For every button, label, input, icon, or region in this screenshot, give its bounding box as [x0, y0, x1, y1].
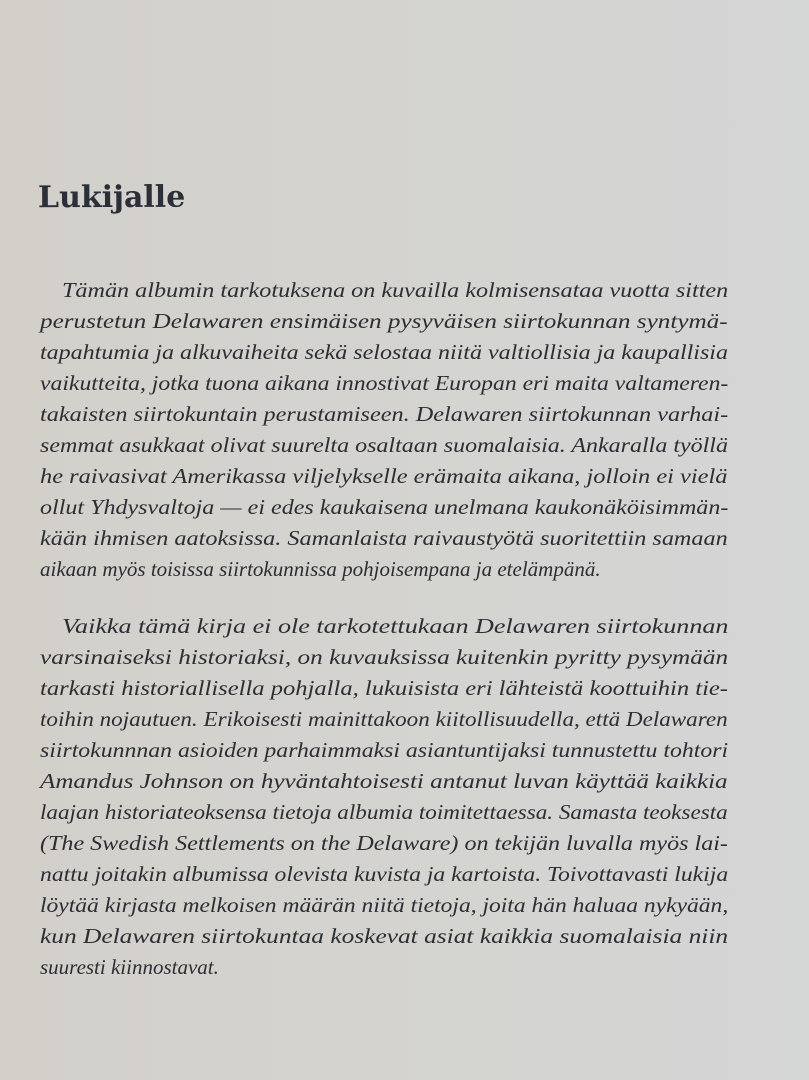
text-line: toihin nojautuen. Erikoisesti mainittakoon kiitollisuudella, että Delawaren [40, 707, 728, 731]
text-line: tarkasti historiallisella pohjalla, lukuisista eri lähteistä koottuihin tie- [40, 676, 728, 700]
text-line: nattu joitakin albumissa olevista kuvista ja kartoista. Toivottavasti lukija [40, 862, 729, 886]
text-line: suuresti kiinnostavat. [40, 955, 219, 979]
text-line: Amandus Johnson on hyväntahtoisesti antanut luvan käyttää kaikkia [40, 769, 728, 793]
text-line: siirtokunnnan asioiden parhaimmaksi asiantuntijaksi tunnustettu tohtori [40, 738, 729, 762]
text-line: perustetun Delawaren ensimäisen pysyväisen siirtokunnan syntymä- [40, 309, 728, 333]
text-line: he raivasivat Amerikassa viljelykselle erämaita aikana, jolloin ei vielä [40, 464, 728, 488]
text-line: takaisten siirtokuntain perustamiseen. Delawaren siirtokunnan varhai- [40, 402, 729, 426]
text-line: tapahtumia ja alkuvaiheita sekä selostaa niitä valtiollisia ja kaupallisia [40, 340, 728, 364]
text-line: kun Delawaren siirtokuntaa koskevat asiat kaikkia suomalaisia niin [40, 924, 729, 948]
text-line: Vaikka tämä kirja ei ole tarkotettukaan Delawaren siirtokunnan [62, 614, 729, 638]
text-line: laajan historiateoksensa tietoja albumia toimitettaessa. Samasta teoksesta [40, 800, 728, 824]
text-line: kään ihmisen aatoksissa. Samanlaista raivaustyötä suoritettiin samaan [40, 526, 728, 550]
text-line: semmat asukkaat olivat suurelta osaltaan suomalaisia. Ankaralla työllä [40, 433, 728, 457]
text-line: löytää kirjasta melkoisen määrän niitä tietoja, joita hän haluaa nykyään, [40, 893, 729, 917]
text-line: aikaan myös toisissa siirtokunnissa pohjoisempana ja etelämpänä. [40, 557, 601, 581]
text-line: vaikutteita, jotka tuona aikana innostivat Europan eri maita valtameren- [40, 371, 729, 395]
text-line: Tämän albumin tarkotuksena on kuvailla kolmisensataa vuotta sitten [62, 278, 729, 302]
text-line: varsinaiseksi historiaksi, on kuvauksissa kuitenkin pyritty pysymään [40, 645, 729, 669]
text-line: (The Swedish Settlements on the Delaware) on tekijän luvalla myös lai- [40, 831, 728, 855]
text-line: ollut Yhdysvaltoja — ei edes kaukaisena unelmana kaukonäköisimmän- [40, 495, 729, 519]
page-title: Lukijalle [37, 179, 186, 216]
